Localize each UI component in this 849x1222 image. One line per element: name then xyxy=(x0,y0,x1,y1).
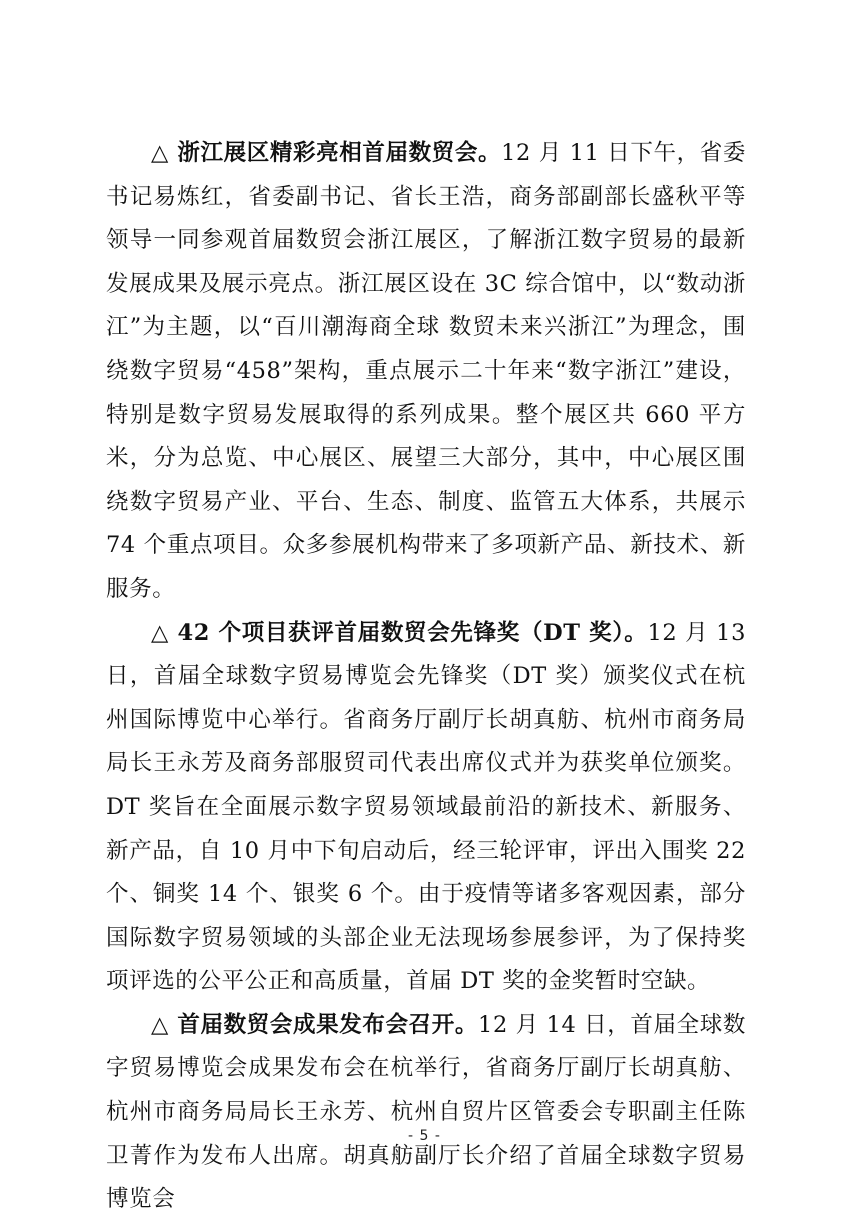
paragraph-heading: △ 42 个项目获评首届数贸会先锋奖（DT 奖）。 xyxy=(151,619,648,646)
paragraph-zhejiang-pavilion xyxy=(106,132,746,612)
paragraph-text: 12 月 13 日，首届全球数字贸易博览会先锋奖（DT 奖）颁奖仪式在杭州国际博览中心举行。省商务厅副厅长胡真舫、杭州市商务局局长王永芳及商务部服贸司代表出席仪式并为获奖单位颁奖。DT 奖旨在全面展示数字贸易领域最前沿的新技术、新服务、新产品，自 10 月中下旬启动后，经三轮评审，评出入围奖 22 个、铜奖 14 个、银奖 6 个。由于疫情等诸多客观因素，部分国际数字贸易领域的头部企业无法现场参展参评，为了保持奖项评选的公平公正和高质量，首届 DT 奖的金奖暂时空缺。 xyxy=(106,619,746,995)
paragraph-text: 12 月 11 日下午，省委书记易炼红，省委副书记、省长王浩，商务部副部长盛秋平等领导一同参观首届数贸会浙江展区，了解浙江数字贸易的最新发展成果及展示亮点。浙江展区设在 3C 综合馆中，以“数动浙江”为主题，以“百川潮海商全球 数贸未来兴浙江”为理念，围绕数字贸易“458”架构，重点展示二十年来“数字浙江”建设，特别是数字贸易发展取得的系列成果。整个展区共 660 平方米，分为总览、中心展区、展望三大部分，其中，中心展区围绕数字贸易产业、平台、生态、制度、监管五大体系，共展示 74 个重点项目。众多参展机构带来了多项新产品、新技术、新服务。 xyxy=(106,140,746,602)
page-number: - 5 - xyxy=(408,1128,441,1144)
paragraph-text: 12 月 14 日，首届全球数字贸易博览会成果发布会在杭举行，省商务厅副厅长胡真舫、杭州市商务局局长王永芳、杭州自贸片区管委会专职副主任陈卫菁作为发布人出席。胡真舫副厅长介绍了首届全球数字贸易博览会 xyxy=(106,1011,747,1213)
paragraph-results-release xyxy=(106,1004,746,1222)
paragraph-dt-award xyxy=(106,612,746,1004)
document-body xyxy=(106,132,746,1222)
paragraph-heading: △ 浙江展区精彩亮相首届数贸会。 xyxy=(151,140,502,166)
paragraph-heading: △ 首届数贸会成果发布会召开。 xyxy=(151,1011,479,1038)
